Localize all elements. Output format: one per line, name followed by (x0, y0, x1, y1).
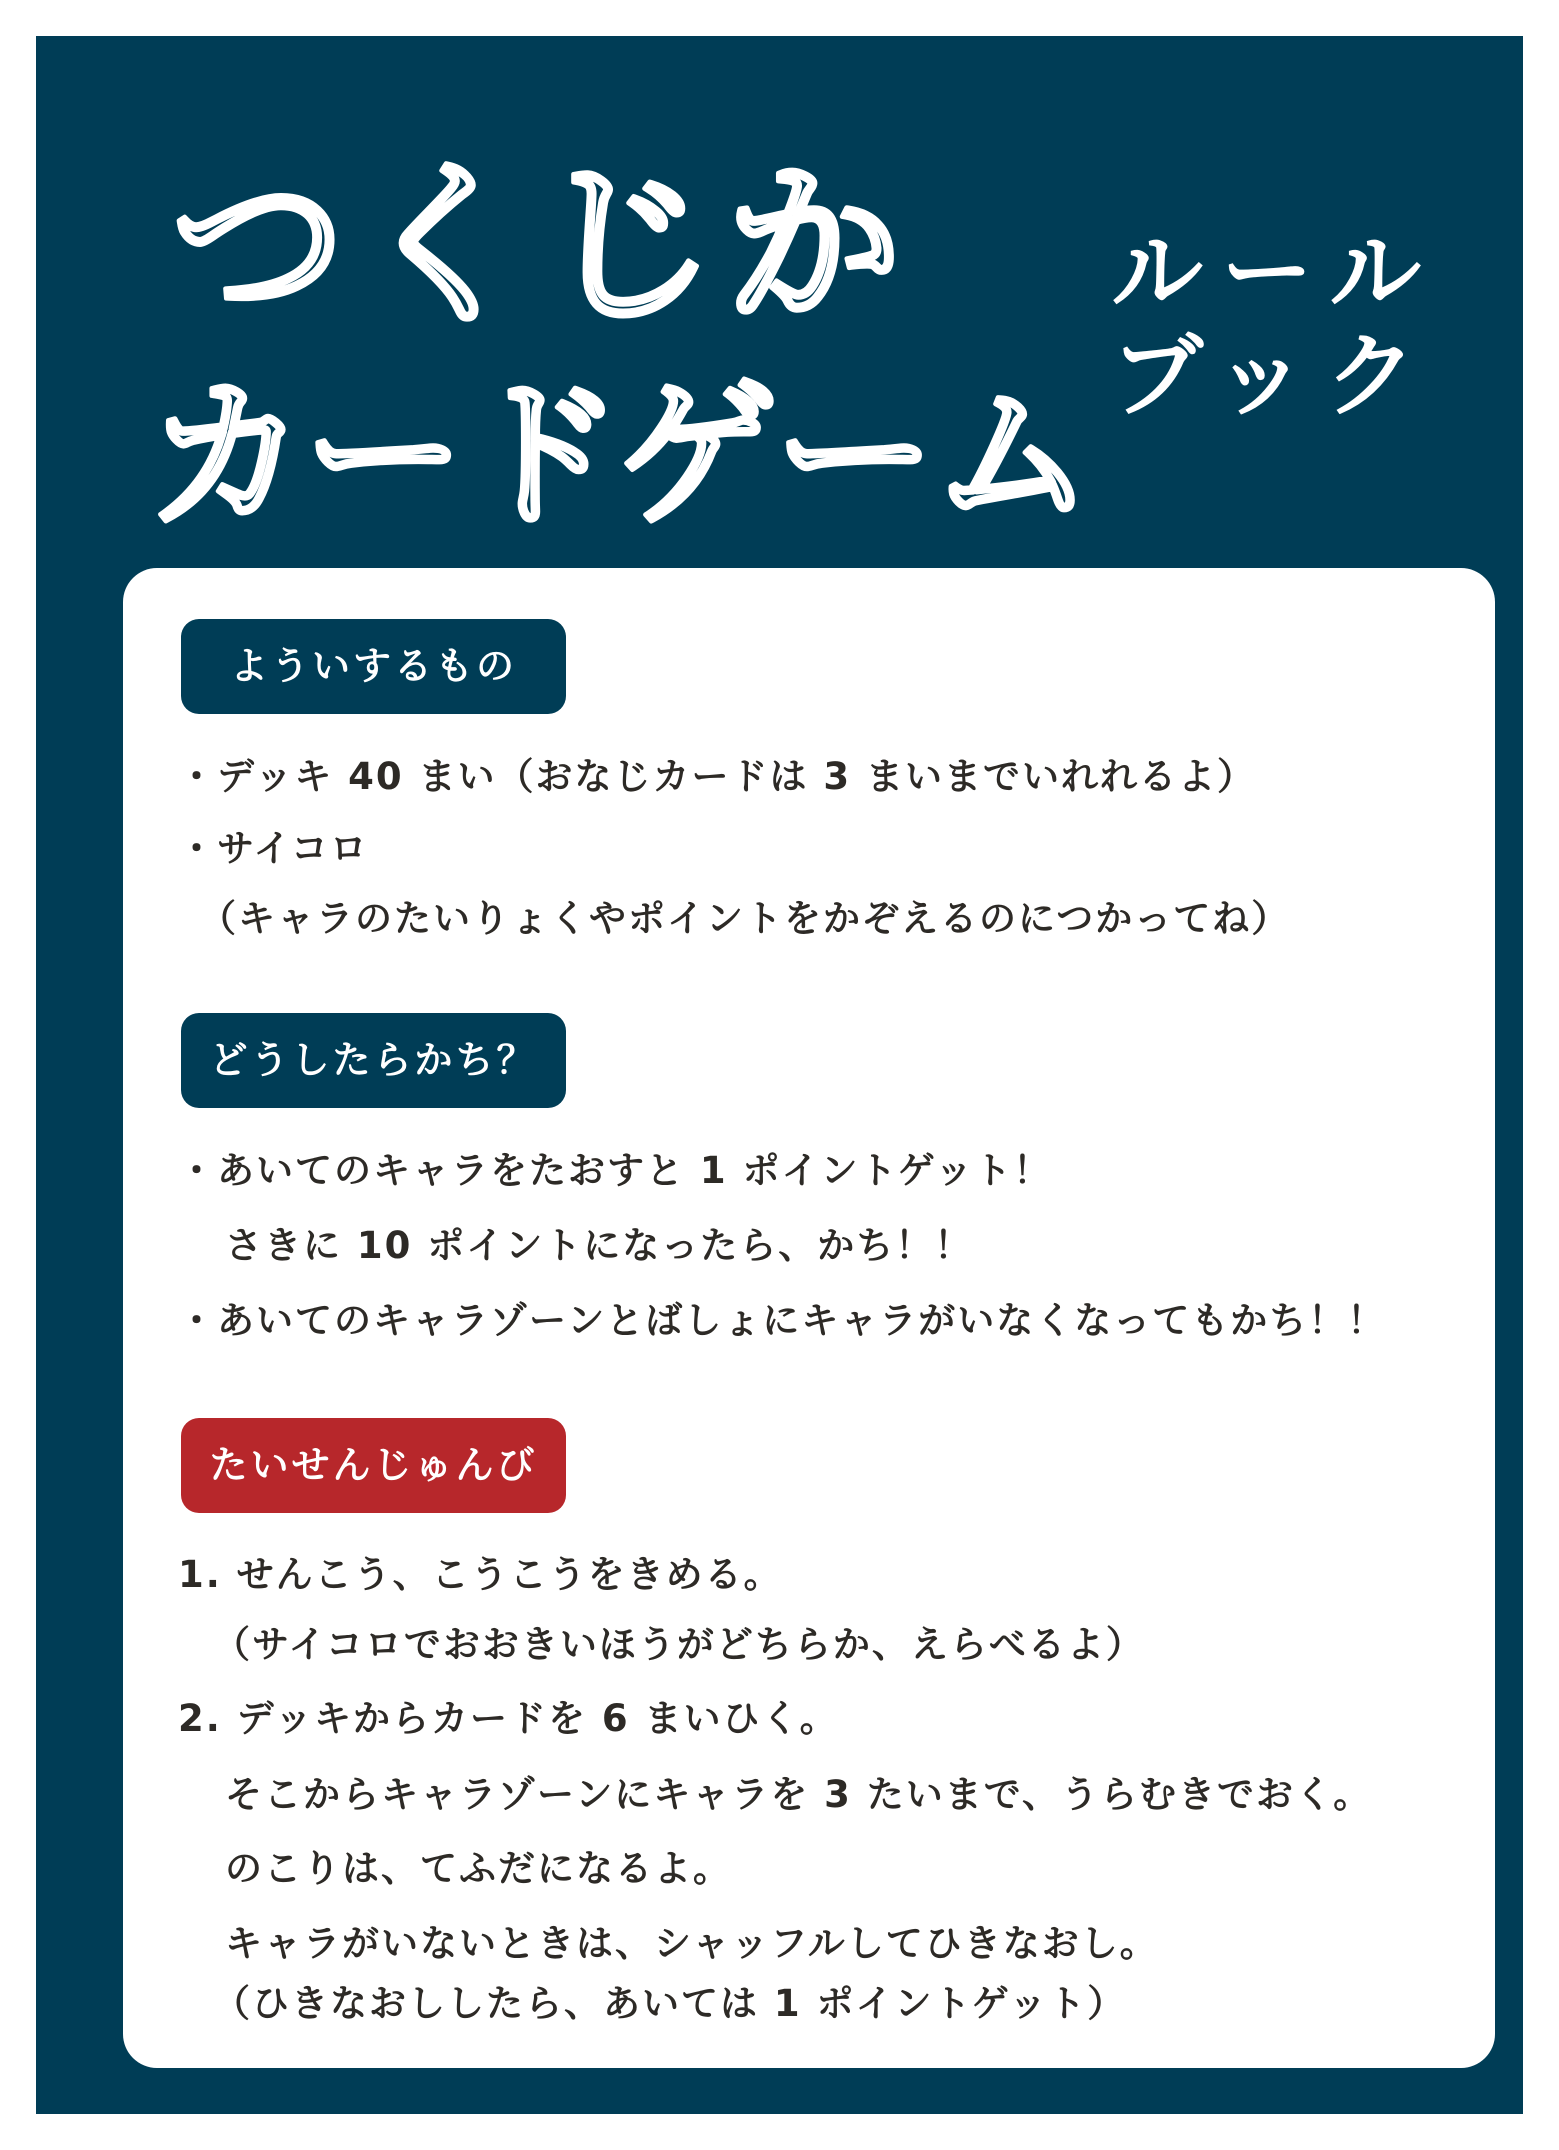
game-title-logo (146, 131, 1096, 551)
rulebook-subtitle (1111, 221, 1439, 429)
subtitle-line-2: ブック (1111, 322, 1435, 430)
setup-line-5: のこりは、てふだになるよ。 (225, 1847, 732, 1890)
win-line-1: ・あいてのキャラをたおすと 1 ポイントゲット！ (178, 1149, 1053, 1192)
setup-line-4: そこからキャラゾーンにキャラを 3 たいまで、うらむきでおく。 (225, 1773, 1373, 1816)
setup-line-6: キャラがいないときは、シャッフルしてひきなおし。 (225, 1922, 1159, 1965)
heading-win: どうしたらかち？ (181, 1013, 566, 1108)
prepare-line-2: ・サイコロ (178, 827, 369, 870)
setup-line-2: （サイコロでおおきいほうがどちらか、えらべるよ） (213, 1623, 1145, 1666)
rules-card (123, 568, 1495, 2068)
win-line-2: さきに 10 ポイントになったら、かち！！ (225, 1224, 974, 1267)
prepare-line-1: ・デッキ 40 まい（おなじカードは 3 まいまでいれれるよ） (178, 755, 1257, 798)
setup-line-1: 1. せんこう、こうこうをきめる。 (178, 1553, 783, 1596)
setup-line-3: 2. デッキからカードを 6 まいひく。 (178, 1697, 839, 1740)
heading-setup: たいせんじゅんび (181, 1418, 566, 1513)
win-line-3: ・あいてのキャラゾーンとばしょにキャラがいなくなってもかち！！ (178, 1299, 1387, 1342)
heading-prepare: よういするもの (181, 619, 566, 714)
prepare-line-3: （キャラのたいりょくやポイントをかぞえるのにつかってね） (199, 897, 1291, 940)
setup-line-7: （ひきなおししたら、あいては 1 ポイントゲット） (213, 1982, 1127, 2025)
title-line-1: つくじか (171, 145, 911, 348)
subtitle-line-1: ルール (1111, 219, 1440, 326)
title-line-2: カードゲーム (146, 362, 1091, 549)
page-frame (36, 36, 1523, 2114)
